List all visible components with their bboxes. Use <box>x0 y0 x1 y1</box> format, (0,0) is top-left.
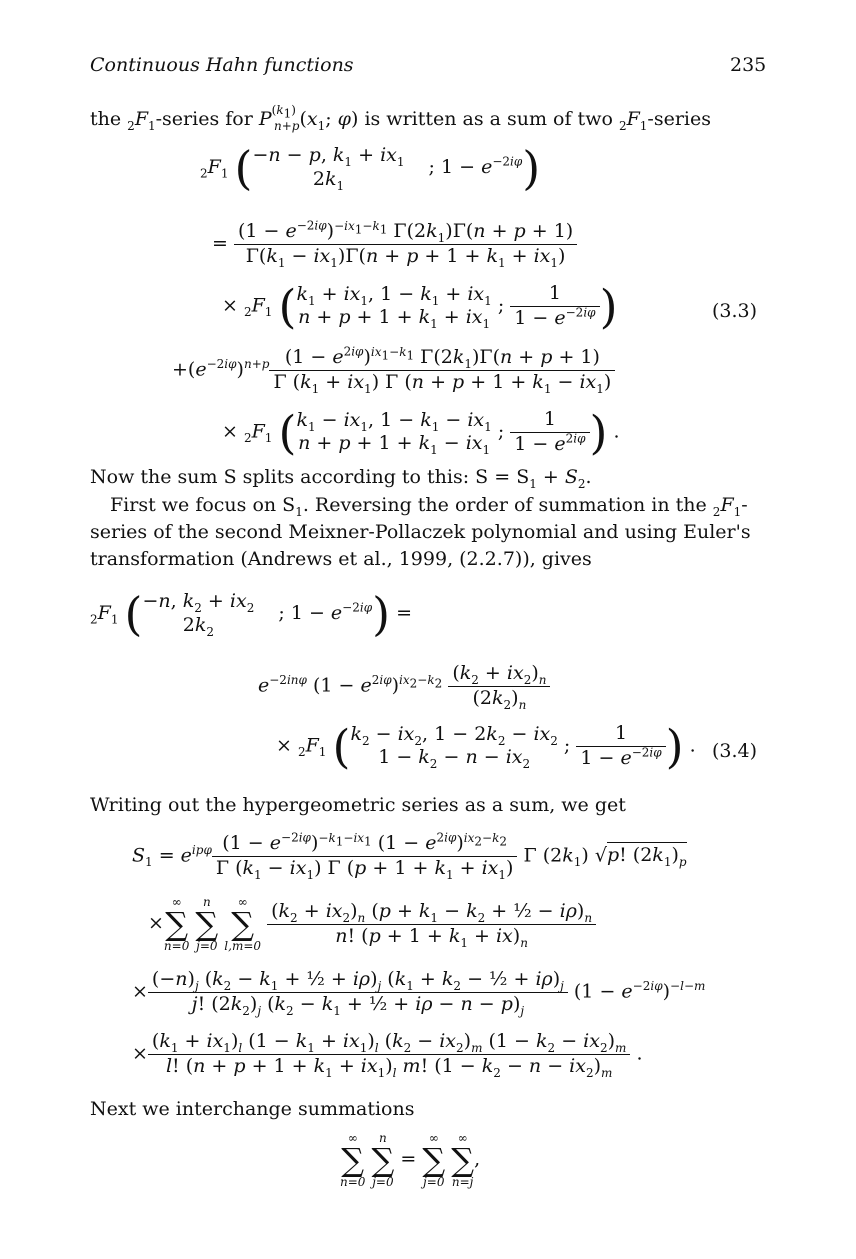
s1-line3: × $\frac{(-n)_j (k_2 - k_1 + \frac{1}{2} + i\rho)_j (k_1 + k_2 - \frac{1}{2} + i\rho)_j}{j! (2k_2)_j (k_2 - k_1 + \frac{1}{2} + i\rho - n - p)_j}$ $(1 - e^{-2i\varphi})^{-l-m}$ <box>132 968 706 1018</box>
eq33-line1: $_2F_1$ ( −n − p, $k_1 + ix_1$ $2k_1$ ; $1 - e^{-2i\varphi}$) <box>200 140 541 195</box>
paragraph-hypergeometric: Writing out the hypergeometric series as a sum, we get <box>90 794 626 816</box>
paragraph-intro: the $_2F_1$-series for $P^{(k_1)}_{n+p}(x_1$; φ) is written as a sum of two $_2F_1$-series <box>90 102 711 133</box>
eq34-line1: $_2F_1$ ( −n, $k_2 + ix_2$ $2k_2$ ; $1 - e^{-2i\varphi}$) = <box>90 586 413 641</box>
eq33-line3: × $_2F_1$ ( $k_1 + ix_1$, $1 - k_1 + ix_1$ $n + p + 1 + k_1 + ix_1$ ; $\frac{1}{1 - e^{-2i\varphi}}$ ) <box>222 279 618 334</box>
paragraph-focus-line2: series of the second Meixner-Pollaczek polynomial and using Euler's <box>90 521 751 543</box>
intro-series: -series for <box>155 108 253 130</box>
focus-text-a: First we focus on S <box>110 494 296 516</box>
paragraph-focus-line1: First we focus on $S_1$. Reversing the order of summation in the $_2F_1-$ <box>110 494 748 519</box>
eq34-line3: × $_2F_1$ ( $k_2 - ix_2$, $1 - 2k_2 - ix_2$ $1 - k_2 - n - ix_2$ ; $\frac{1}{1 - e^{-2i\varphi}}$ ) . <box>276 719 696 774</box>
intro-middle: is written as a sum of two <box>364 108 613 130</box>
eq33-line2: = $\frac{(1 - e^{-2i\varphi})^{-ix_1-k_1} \Gamma(2k_1)\Gamma(n + p + 1)}{\Gamma(k_1 - ix_1)\Gamma(n + p + 1 + k_1 + ix_1)}$ <box>212 220 577 269</box>
focus-text-b: . Reversing the order of summation in the <box>302 494 707 516</box>
s1-line4: × $\frac{(k_1 + ix_1)_l (1 - k_1 + ix_1)_l (k_2 - ix_2)_m (1 - k_2 - ix_2)_m}{l! (n + p + 1 + k_1 + ix_1)_l m! (1 - k_2 - n - ix_2)_m}$ . <box>132 1030 643 1080</box>
page-number: 235 <box>730 54 767 76</box>
paragraph-interchange: Next we interchange summations <box>90 1098 415 1120</box>
interchange-equation: ∞ ∑ n=0 n ∑ j=0 = ∞ ∑ j=0 ∞ ∑ n=j , <box>340 1131 481 1189</box>
s1-line1: $S_1 = e^{ip\varphi}$ $\frac{(1 - e^{-2i\varphi})^{-k_1-ix_1} (1 - e^{2i\varphi})^{ix_2-k_2}}{\Gamma (k_1 - ix_1) \Gamma (p + 1 + k_1 + ix_1)}$ Γ $(2k_1)$ √p! $(2k_1)_p$ <box>132 830 687 882</box>
intro-prefix: the <box>90 108 122 130</box>
eq34-line2: $e^{-2in\varphi}$ $(1 - e^{2i\varphi})^{ix_2-k_2}$ $\frac{(k_2 + ix_2)_n}{(2k_2)_n}$ <box>258 662 550 711</box>
intro-suffix: -series <box>647 108 711 130</box>
s1-line2: × ∞ ∑ n=0 n ∑ j=0 ∞ ∑ l,m=0 $\frac{(k_2 + ix_2)_n (p + k_1 - k_2 + \frac{1}{2} - i\rho)_n}{n! (p + 1 + k_1 + ix)_n}$ <box>148 896 596 952</box>
eq33-line5: × $_2F_1$ ( $k_1 - ix_1$, $1 - k_1 - ix_1$ $n + p + 1 + k_1 - ix_1$ ; $\frac{1}{1 - e^{2i\varphi}}$ ) . <box>222 405 620 460</box>
eq34-label: (3.4) <box>712 740 758 762</box>
paragraph-focus-line3: transformation (Andrews et al., 1999, (2.2.7)), gives <box>90 548 592 570</box>
running-title: Continuous Hahn functions <box>90 54 354 76</box>
split-text: Now the sum S splits according to this: S = S <box>90 466 530 488</box>
eq33-label: (3.3) <box>712 300 758 322</box>
eq33-line4: $+(e^{-2i\varphi})^{n+p}$ $\frac{(1 - e^{2i\varphi})^{ix_1-k_1} \Gamma(2k_1)\Gamma(n + p + 1)}{\Gamma (k_1 + ix_1) \Gamma (n + p + 1 + k_1 - ix_1)}$ <box>172 346 615 395</box>
paragraph-split: Now the sum S splits according to this: $S = S_1 + S_2$. <box>90 466 592 491</box>
